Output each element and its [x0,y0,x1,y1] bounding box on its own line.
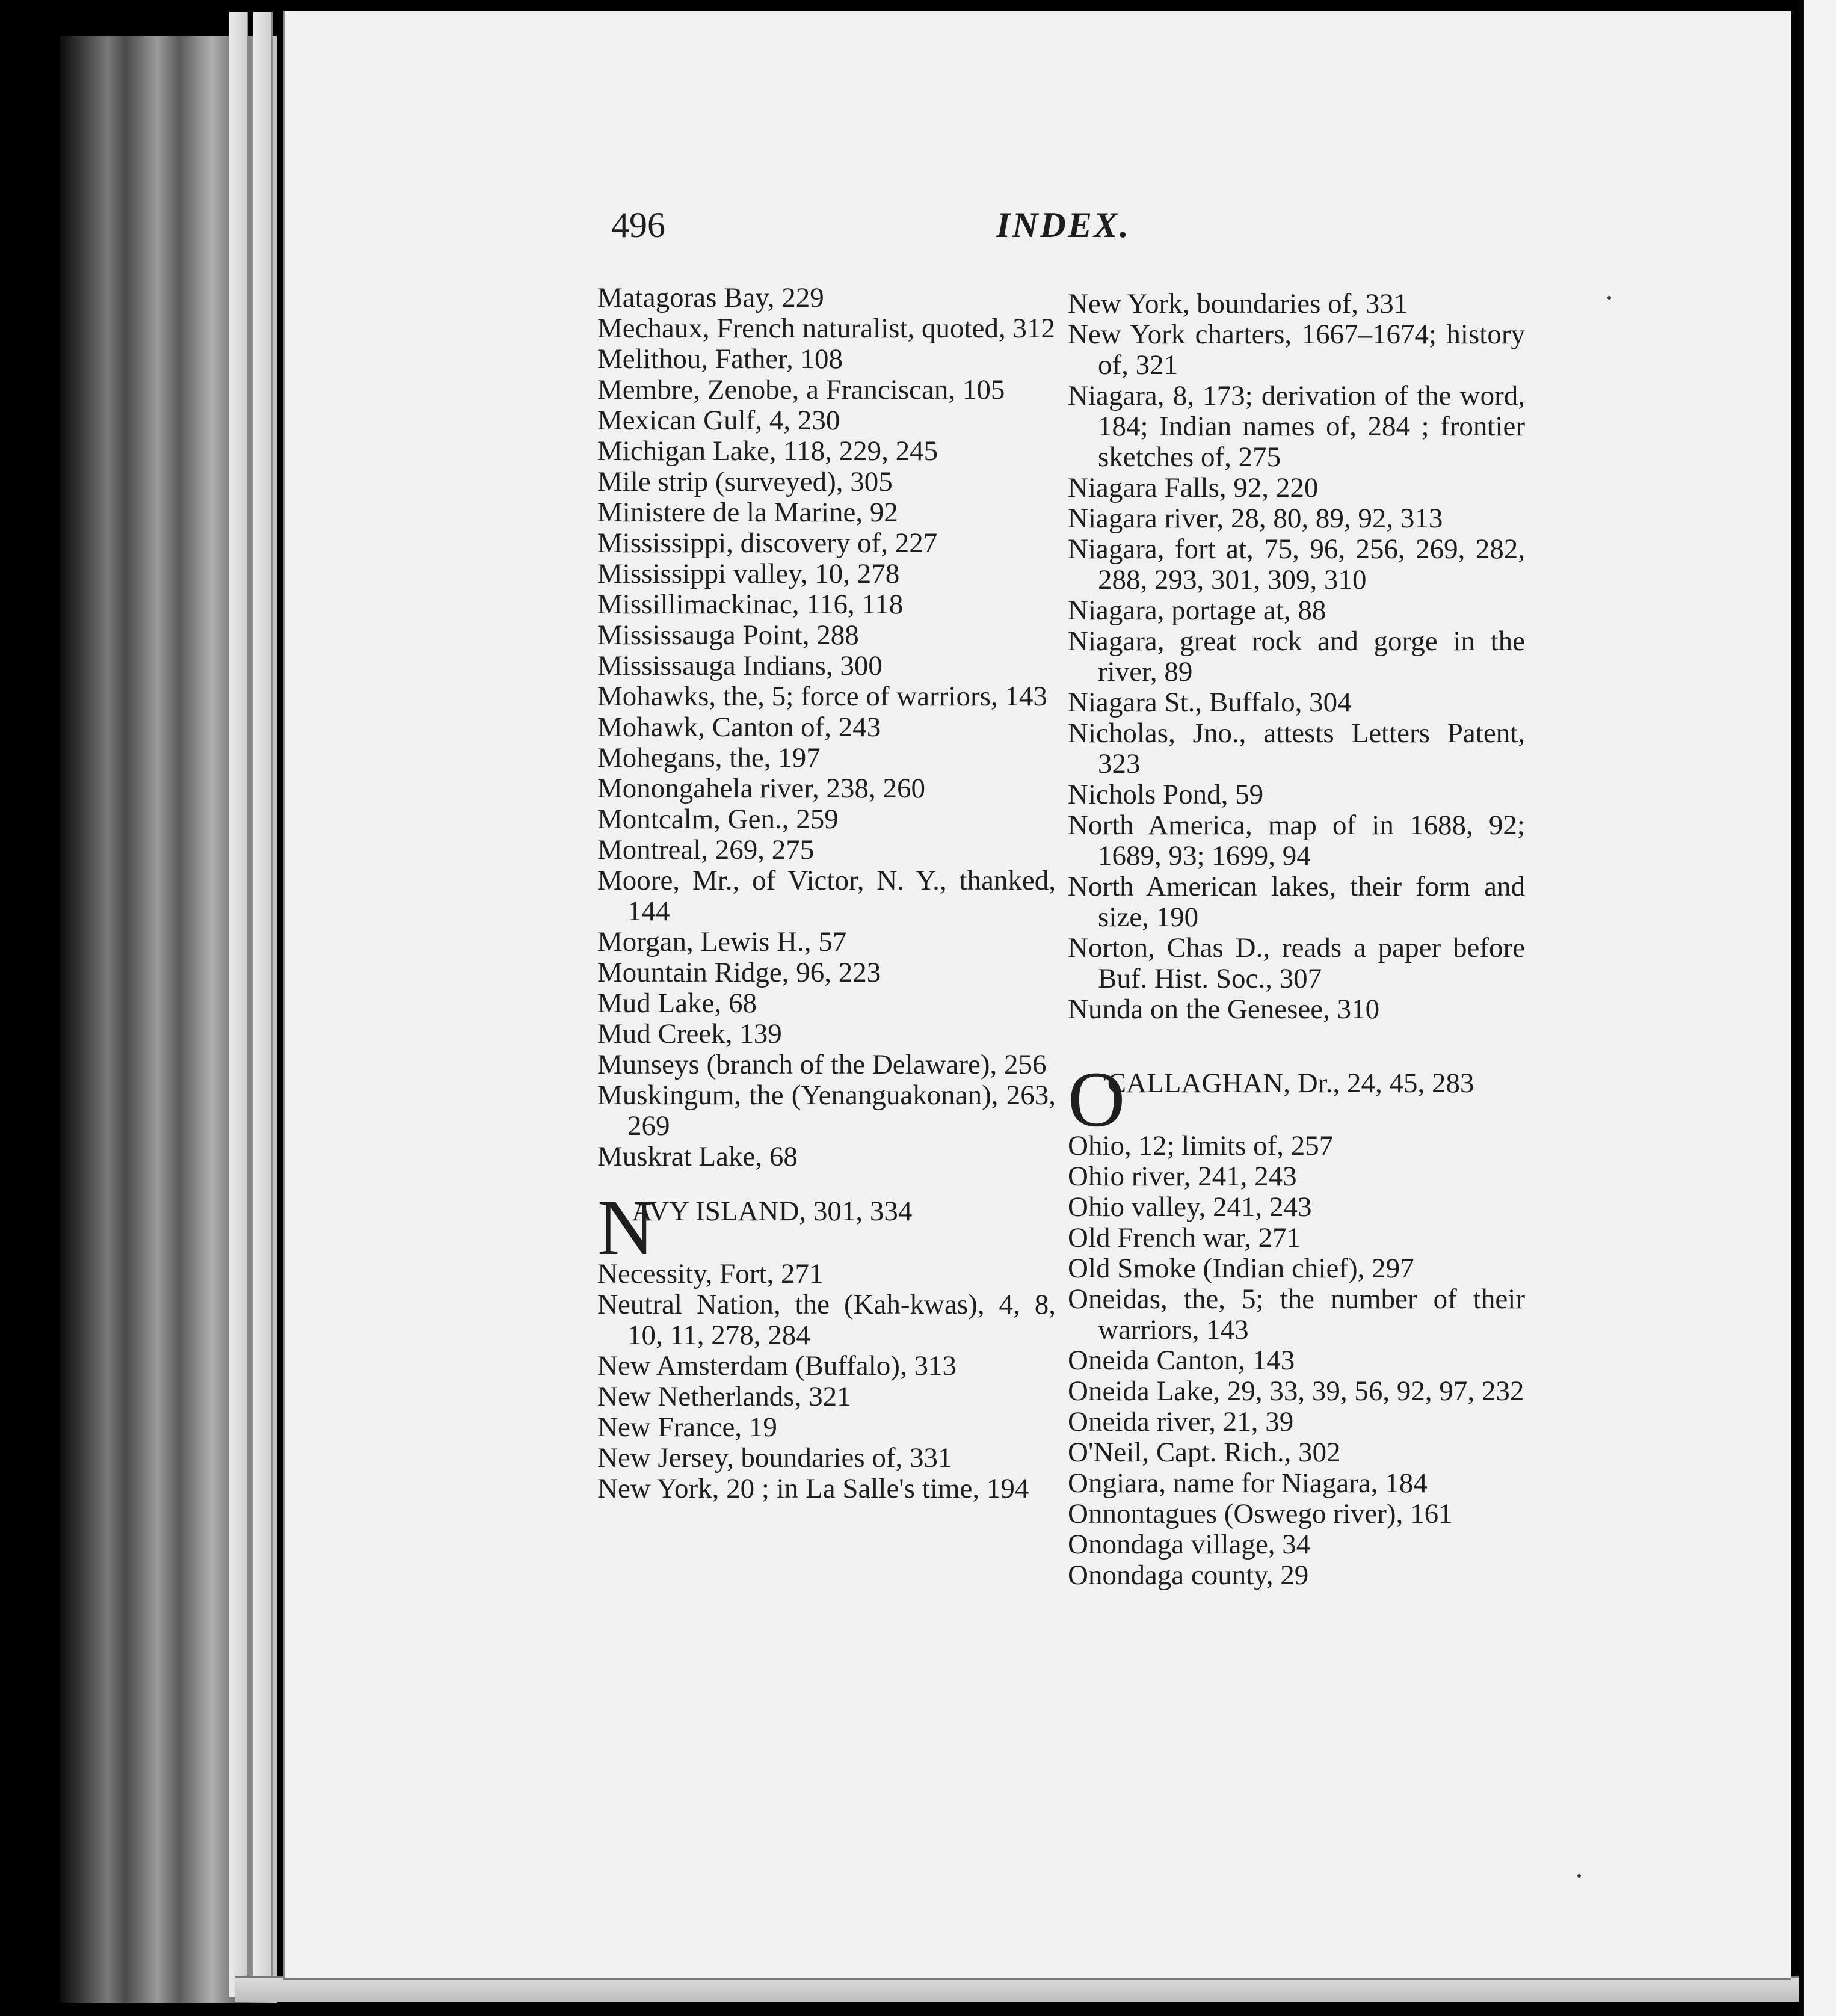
index-entry: Neutral Nation, the (Kah-kwas), 4, 8, 10, 11, 278, 284 [597,1289,1056,1351]
index-entry: Ongiara, name for Niagara, 184 [1068,1467,1428,1499]
index-entry: Nunda on the Genesee, 310 [1068,994,1380,1025]
index-entry: Niagara river, 28, 80, 89, 92, 313 [1068,503,1443,534]
section-heading-o [1068,1055,1525,1143]
index-entry: Mud Creek, 139 [597,1018,782,1049]
index-entry: Mohawks, the, 5; force of warriors, 143 [597,681,1047,712]
index-entry: Matagoras Bay, 229 [597,282,824,313]
page-speck [1607,296,1611,300]
index-entry: Moore, Mr., of Victor, N. Y., thanked, 144 [597,865,1056,927]
index-entry: Mud Lake, 68 [597,988,757,1019]
index-entry: Montreal, 269, 275 [597,834,815,865]
index-entry: Niagara Falls, 92, 220 [1068,472,1319,503]
page-edge [229,12,248,1997]
index-entry: Muskingum, the (Yenanguakonan), 263, 269 [597,1080,1056,1142]
index-entry: Oneidas, the, 5; the number of their warriors, 143 [1068,1283,1525,1345]
index-entry: Norton, Chas D., reads a paper before Buf. Hist. Soc., 307 [1068,932,1525,994]
section-heading-n [597,1183,1056,1271]
index-entry: Niagara, 8, 173; derivation of the word, 184; Indian names of, 284 ; frontier sketches of, 275 [1068,380,1525,473]
index-entry: Niagara, portage at, 88 [1068,595,1326,626]
index-entry: Missillimackinac, 116, 118 [597,589,904,620]
index-entry: Munseys (branch of the Delaware), 256 [597,1049,1047,1080]
section-o-first-entry: 'CALLAGHAN, Dr., 24, 45, 283 [1102,1068,1474,1099]
index-entry: Ohio, 12; limits of, 257 [1068,1130,1334,1161]
section-gap [1068,1025,1525,1068]
index-entry: Ministere de la Marine, 92 [597,497,898,528]
index-entry: North America, map of in 1688, 92; 1689, 93; 1699, 94 [1068,810,1525,871]
index-entry: Melithou, Father, 108 [597,343,843,375]
running-head [611,204,1141,253]
drop-cap-n: N [597,1183,655,1271]
index-entry: Nichols Pond, 59 [1068,779,1264,810]
page-speck [1577,1874,1581,1878]
index-entry: Old French war, 271 [1068,1222,1301,1253]
index-column-left [597,283,1056,1504]
index-entry: Morgan, Lewis H., 57 [597,926,847,957]
index-entry: Mohawk, Canton of, 243 [597,711,881,743]
index-entry: Mile strip (surveyed), 305 [597,466,893,497]
index-entry: New Netherlands, 321 [597,1381,851,1412]
index-entry: Mexican Gulf, 4, 230 [597,405,840,436]
index-list [1068,289,1525,1025]
index-entry: Monongahela river, 238, 260 [597,773,926,804]
index-entry: Nicholas, Jno., attests Letters Patent, 323 [1068,718,1525,779]
index-entry: Niagara, great rock and gorge in the river, 89 [1068,625,1525,687]
index-entry: Mississippi, discovery of, 227 [597,527,938,559]
index-entry: Onondaga county, 29 [1068,1560,1309,1591]
index-entry: Mountain Ridge, 96, 223 [597,957,881,988]
index-entry: Mississauga Point, 288 [597,619,859,651]
index-entry: Onnontagues (Oswego river), 161 [1068,1498,1453,1529]
index-entry: Onondaga village, 34 [1068,1529,1311,1560]
index-entry: Montcalm, Gen., 259 [597,804,839,835]
page-edge [253,12,273,1997]
index-entry: New York, 20 ; in La Salle's time, 194 [597,1473,1029,1504]
index-entry: Old Smoke (Indian chief), 297 [1068,1253,1414,1284]
index-entry: Mechaux, French naturalist, quoted, 312 [597,313,1055,344]
index-list [597,283,1056,1172]
index-entry: North American lakes, their form and size, 190 [1068,871,1525,933]
index-entry: Niagara St., Buffalo, 304 [1068,687,1352,718]
index-entry: Muskrat Lake, 68 [597,1141,798,1172]
page-number: 496 [611,205,665,245]
index-entry: Membre, Zenobe, a Franciscan, 105 [597,374,1005,405]
section-n-first-entry: AVY ISLAND, 301, 334 [632,1196,913,1227]
index-entry: Michigan Lake, 118, 229, 245 [597,435,938,467]
index-entry: New France, 19 [597,1412,777,1443]
index-entry: New Amsterdam (Buffalo), 313 [597,1350,957,1381]
drop-cap-o: O [1068,1055,1126,1143]
index-entry: New Jersey, boundaries of, 331 [597,1442,952,1474]
index-column-right [1068,289,1525,1591]
index-entry: Oneida Canton, 143 [1068,1345,1295,1376]
index-entry: Mohegans, the, 197 [597,742,821,773]
index-entry: Ohio river, 241, 243 [1068,1161,1297,1192]
index-entry: Oneida river, 21, 39 [1068,1406,1294,1437]
index-entry: Ohio valley, 241, 243 [1068,1191,1312,1223]
index-entry: Oneida Lake, 29, 33, 39, 56, 92, 97, 232 [1068,1375,1524,1407]
index-entry: Mississauga Indians, 300 [597,650,883,681]
index-entry: New York, boundaries of, 331 [1068,288,1408,319]
index-entry: Niagara, fort at, 75, 96, 256, 269, 282, 288, 293, 301, 309, 310 [1068,533,1525,595]
index-list [1068,1131,1525,1591]
index-entry: New York charters, 1667–1674; history of, 321 [1068,319,1525,381]
index-entry: Mississippi valley, 10, 278 [597,558,900,589]
index-list [597,1259,1056,1504]
index-entry: Necessity, Fort, 271 [597,1258,824,1289]
page-title: INDEX. [996,205,1131,245]
index-entry: O'Neil, Capt. Rich., 302 [1068,1437,1341,1468]
facing-page-edge [1799,0,1836,2016]
